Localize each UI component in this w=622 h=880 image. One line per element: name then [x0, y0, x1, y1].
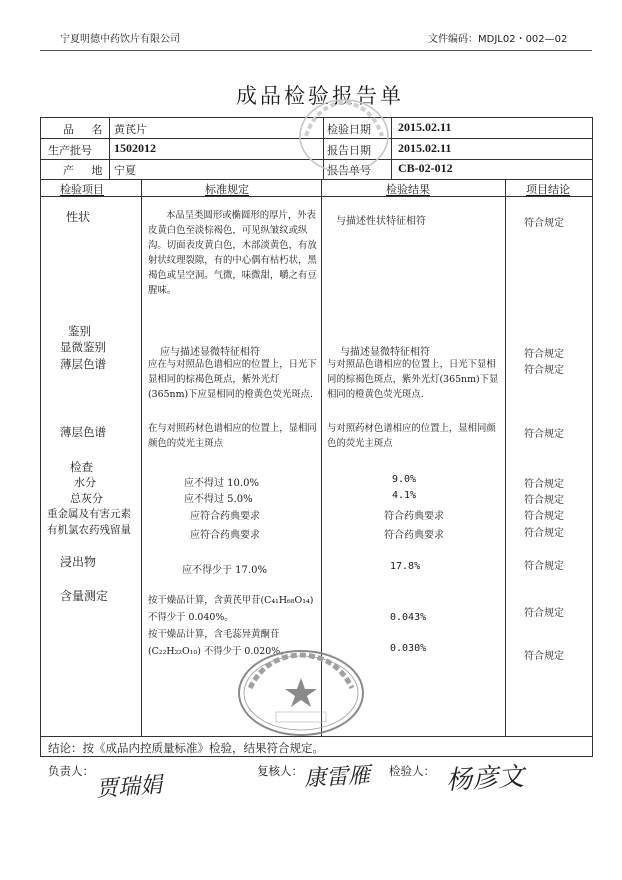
report-date-value: 2015.02.11 [398, 141, 452, 155]
item-water: 水分 [74, 476, 96, 489]
name-label: 品 名 [63, 123, 103, 136]
conclusion-tlc-1: 符合规定 [524, 365, 564, 376]
result-assay-2: 0.030% [390, 643, 427, 654]
result-character: 与描述性状特征相符 [336, 216, 426, 227]
conclusion-microscopic: 符合规定 [524, 349, 564, 360]
item-extract: 浸出物 [60, 555, 97, 569]
file-code: 文件编码：MDJL02・002—02 [428, 34, 568, 45]
conclusion-pesticide: 符合规定 [524, 528, 564, 539]
result-microscopic: 与描述显微特征相符 [340, 347, 430, 358]
item-character: 性状 [66, 210, 91, 224]
result-tlc-2: 与对照药材色谱相应的位置上，显相同颜色的荧光主斑点 [327, 423, 496, 449]
batch-label: 生产批号 [48, 144, 92, 157]
standard-tlc-1: 应在与对照品色谱相应的位置上，日光下显相同的棕褐色斑点，紫外光灯(365nm)下应显相同的橙黄色荧光斑点. [148, 359, 317, 400]
origin-label: 产 地 [63, 164, 103, 177]
item-assay: 含量测定 [60, 589, 109, 603]
inspector-label: 检验人： [389, 764, 435, 778]
result-heavy-metals: 符合药典要求 [384, 511, 444, 522]
origin-value: 宁夏 [114, 164, 136, 177]
item-inspection: 检查 [70, 460, 93, 474]
standard-tlc-2: 在与对照药材色谱相应的位置上，显相同颜色的荧光主斑点 [148, 423, 317, 449]
report-date-label: 报告日期 [327, 144, 371, 157]
reviewer-label: 复核人： [257, 764, 303, 778]
standard-assay-1: 按干燥品计算，含黄芪甲苷(C₄₁H₆₈O₁₄)不得少于 0.040%。 [148, 595, 314, 623]
col-result-header: 检验结果 [386, 183, 430, 196]
name-value: 黄芪片 [114, 123, 147, 136]
conclusion-extract: 符合规定 [524, 561, 564, 572]
item-tlc-1: 薄层色谱 [60, 357, 106, 371]
result-extract: 17.8% [390, 561, 421, 572]
conclusion-text: 结论：按《成品内控质量标准》检验，结果符合规定。 [48, 741, 324, 755]
result-tlc-1: 与对照品色谱相应的位置上，日光下显相同的棕褐色斑点，紫外光灯(365nm)下显相同的橙黄色荧光斑点. [327, 359, 499, 400]
result-water: 9.0% [392, 474, 417, 485]
col-item-header: 检验项目 [60, 183, 104, 196]
conclusion-heavy-metals: 符合规定 [524, 511, 564, 522]
test-date-label: 检验日期 [327, 123, 371, 136]
quality-stamp [236, 648, 366, 738]
reviewer-signature: 康雷雁 [303, 763, 371, 792]
header-rule [40, 50, 592, 51]
result-pesticide: 符合药典要求 [384, 530, 444, 541]
standard-ash: 应不得过 5.0% [184, 494, 253, 505]
conclusion-water: 符合规定 [524, 479, 564, 490]
conclusion-assay-1: 符合规定 [524, 608, 564, 619]
standard-pesticide: 应符合药典要求 [190, 530, 260, 541]
header-stamp [296, 96, 392, 176]
responsible-label: 负责人： [48, 764, 94, 778]
item-microscopic: 显微鉴别 [60, 340, 106, 354]
batch-value: 1502012 [114, 141, 156, 155]
col-conclusion-header: 项目结论 [526, 183, 570, 196]
standard-microscopic: 应与描述显微特征相符 [160, 347, 260, 358]
conclusion-tlc-2: 符合规定 [524, 429, 564, 440]
standard-extract: 应不得少于 17.0% [182, 565, 267, 576]
item-tlc-2: 薄层色谱 [60, 425, 106, 439]
standard-assay-2: 按干燥品计算，含毛蕊异黄酮苷(C₂₂H₂₂O₁₀) 不得少于 0.020%。 [148, 629, 290, 657]
report-no-value: CB-02-012 [398, 161, 453, 175]
conclusion-assay-2: 符合规定 [524, 651, 564, 662]
company-name: 宁夏明德中药饮片有限公司 [60, 34, 180, 45]
item-pesticide: 有机氯农药残留量 [47, 524, 131, 536]
result-assay-1: 0.043% [390, 612, 427, 623]
col-standard-header: 标准规定 [205, 183, 249, 196]
standard-heavy-metals: 应符合药典要求 [190, 511, 260, 522]
item-ash: 总灰分 [70, 492, 103, 505]
item-heavy-metals: 重金属及有害元素 [47, 508, 131, 520]
responsible-signature: 贾瑞娟 [95, 772, 163, 803]
standard-water: 应不得过 10.0% [184, 478, 259, 489]
page-title: 成品检验报告单 [236, 84, 404, 108]
item-identification: 鉴别 [68, 324, 91, 338]
test-date-value: 2015.02.11 [398, 120, 452, 134]
inspector-signature: 杨彦文 [445, 761, 525, 797]
report-no-label: 报告单号 [327, 164, 371, 177]
conclusion-ash: 符合规定 [524, 495, 564, 506]
standard-character: 本品呈类圆形或椭圆形的厚片，外表皮黄白色至淡棕褐色，可见纵皱纹或纵沟。切面表皮黄白色，木部淡黄色，有放射状纹理裂隙，有的中心偶有枯朽状，黑褐色或呈空洞。气微，味微甜，嚼之有豆腥味。 [148, 210, 317, 296]
conclusion-character: 符合规定 [524, 218, 564, 229]
result-ash: 4.1% [392, 490, 417, 501]
